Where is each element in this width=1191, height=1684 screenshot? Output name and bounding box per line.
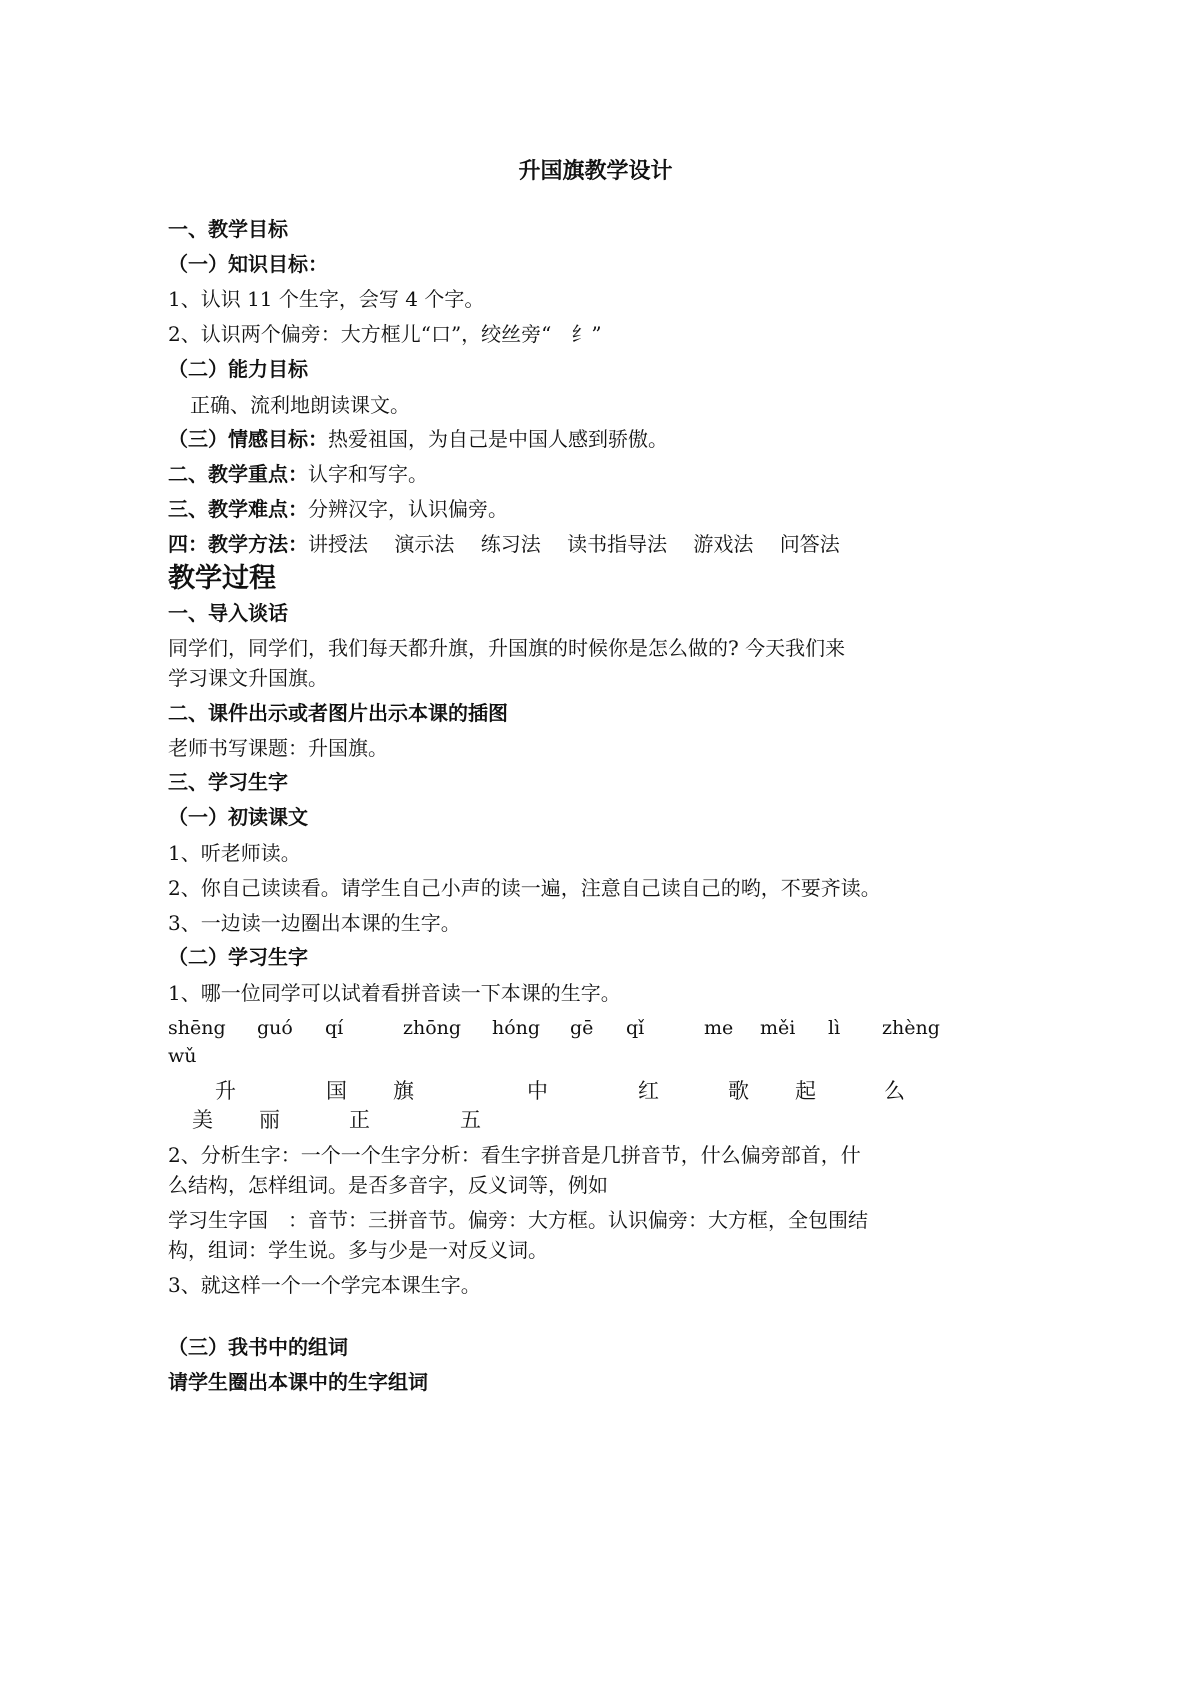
- paragraph: 1、听老师读。: [168, 841, 301, 865]
- character: 五: [460, 1108, 481, 1132]
- character: 国: [326, 1079, 347, 1103]
- character: 么: [884, 1079, 905, 1103]
- character: 起: [795, 1079, 816, 1103]
- paragraph: 学习课文升国旗。: [168, 666, 328, 690]
- character: 丽: [259, 1108, 280, 1132]
- emotion-objective-line: [168, 424, 668, 454]
- label: 二、教学重点：: [168, 462, 308, 486]
- paragraph: 正确、流利地朗读课文。: [190, 393, 410, 417]
- paragraph: 2、认识两个偏旁：大方框儿“口”，绞丝旁“ 纟”: [168, 322, 602, 346]
- subheading: （三）我书中的组词: [168, 1335, 348, 1359]
- pinyin: shēng: [168, 1017, 226, 1039]
- character: 歌: [728, 1079, 749, 1103]
- pinyin: qǐ: [626, 1017, 645, 1039]
- paragraph: 2、分析生字：一个一个生字分析：看生字拼音是几拼音节，什么偏旁部首，什: [168, 1143, 861, 1167]
- pinyin: guó: [257, 1017, 293, 1039]
- paragraph: 3、就这样一个一个学完本课生字。: [168, 1273, 481, 1297]
- section-heading: 一、导入谈话: [168, 601, 288, 625]
- pinyin: lì: [828, 1017, 841, 1039]
- section-heading-objectives: 一、教学目标: [168, 217, 288, 241]
- key-points-line: [168, 459, 428, 489]
- character: 美: [192, 1108, 213, 1132]
- subheading-ability: （二）能力目标: [168, 357, 308, 381]
- paragraph: 学习生字国 ：音节：三拼音节。偏旁：大方框。认识偏旁：大方框，全包围结: [168, 1208, 868, 1232]
- process-heading: 教学过程: [168, 563, 276, 594]
- label: 四：教学方法：: [168, 532, 308, 556]
- pinyin: wǔ: [168, 1045, 197, 1067]
- pinyin: me: [704, 1017, 734, 1039]
- paragraph: 3、一边读一边圈出本课的生字。: [168, 911, 461, 935]
- difficult-points-line: [168, 494, 508, 524]
- subheading: （一）初读课文: [168, 805, 308, 829]
- pinyin: zhèng: [882, 1017, 940, 1039]
- subheading: （二）学习生字: [168, 945, 308, 969]
- character: 升: [215, 1079, 236, 1103]
- paragraph: 1、认识 11 个生字，会写 4 个字。: [168, 287, 485, 311]
- paragraph: 2、你自己读读看。请学生自己小声的读一遍，注意自己读自己的哟，不要齐读。: [168, 876, 881, 900]
- paragraph: 构，组词：学生说。多与少是一对反义词。: [168, 1238, 548, 1262]
- text: 热爱祖国，为自己是中国人感到骄傲。: [328, 427, 668, 451]
- section-heading: 二、课件出示或者图片出示本课的插图: [168, 701, 508, 725]
- label: 三、教学难点：: [168, 497, 308, 521]
- pinyin: měi: [760, 1017, 796, 1039]
- text: 讲授法 演示法 练习法 读书指导法 游戏法 问答法: [308, 532, 840, 556]
- pinyin: gē: [570, 1017, 594, 1039]
- paragraph: 老师书写课题：升国旗。: [168, 736, 388, 760]
- character: 中: [527, 1079, 548, 1103]
- character: 正: [349, 1108, 370, 1132]
- paragraph: 么结构，怎样组词。是否多音字，反义词等，例如: [168, 1173, 608, 1197]
- paragraph: 1、哪一位同学可以试着看拼音读一下本课的生字。: [168, 981, 621, 1005]
- character: 红: [638, 1079, 659, 1103]
- pinyin: qí: [325, 1017, 344, 1039]
- character: 旗: [393, 1079, 414, 1103]
- pinyin: hóng: [492, 1017, 541, 1039]
- methods-line: [168, 529, 840, 559]
- text: 分辨汉字，认识偏旁。: [308, 497, 508, 521]
- subheading-knowledge: （一）知识目标：: [168, 252, 328, 276]
- text: 认字和写字。: [308, 462, 428, 486]
- label: （三）情感目标：: [168, 427, 328, 451]
- paragraph: 同学们，同学们，我们每天都升旗，升国旗的时候你是怎么做的? 今天我们来: [168, 636, 846, 660]
- section-heading: 三、学习生字: [168, 770, 288, 794]
- page-title: 升国旗教学设计: [518, 159, 673, 184]
- instruction: 请学生圈出本课中的生字组词: [168, 1370, 428, 1394]
- pinyin: zhōng: [403, 1017, 462, 1039]
